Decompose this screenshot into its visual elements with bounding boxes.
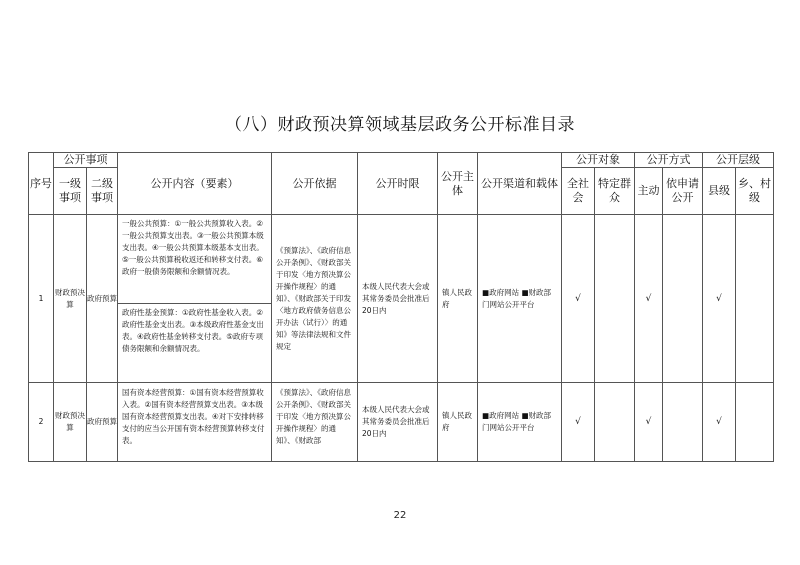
header-public-items: 公开事项	[54, 153, 118, 168]
header-level1: 一级事项	[54, 168, 87, 215]
header-channel: 公开渠道和载体	[478, 153, 562, 215]
row-time-limit: 本级人民代表大会或其常务委员会批准后20日内	[358, 383, 438, 462]
row-level2: 政府预算	[87, 383, 118, 462]
row-target-specific	[595, 383, 635, 462]
page-number: 22	[393, 510, 407, 521]
header-target: 公开对象	[562, 153, 635, 168]
row-channel: ■政府网站 ■财政部门网站公开平台	[478, 383, 562, 462]
row-subject: 镇人民政府	[438, 215, 478, 383]
row-seq: 1	[29, 215, 54, 383]
row-basis: 《预算法》、《政府信息公开条例》、《财政部关于印发〈地方预决算公开操作规程〉的通知》、《财政部	[272, 383, 358, 462]
document-title: （八）财政预决算领域基层政务公开标准目录	[225, 115, 575, 135]
header-time-limit: 公开时限	[358, 153, 438, 215]
header-seq: 序号	[29, 153, 54, 215]
header-method-apply: 依申请公开	[663, 168, 703, 215]
table-row	[29, 383, 774, 462]
header-subject: 公开主体	[438, 153, 478, 215]
table-row	[29, 215, 774, 383]
row-subject: 镇人民政府	[438, 383, 478, 462]
row-target-all: √	[562, 215, 595, 383]
row-level-county: √	[703, 215, 736, 383]
content-general-budget: 一般公共预算：①一般公共预算收入表。②一般公共预算支出表。③一般公共预算本级支出表。④一般公共预算本级基本支出表。⑤一般公共预算税收返还和转移支付表。⑥政府一般债务限额和余额情况表。	[118, 215, 271, 304]
row-seq: 2	[29, 383, 54, 462]
header-target-specific: 特定群众	[595, 168, 635, 215]
row-method-apply	[663, 383, 703, 462]
row-target-all: √	[562, 383, 595, 462]
header-level2: 二级事项	[87, 168, 118, 215]
header-target-all: 全社会	[562, 168, 595, 215]
row-level-township	[736, 215, 774, 383]
header-method: 公开方式	[635, 153, 703, 168]
row-time-limit: 本级人民代表大会或其常务委员会批准后20日内	[358, 215, 438, 383]
header-row-1	[29, 153, 774, 168]
standard-catalog-table	[28, 152, 774, 462]
header-content: 公开内容（要素）	[118, 153, 272, 215]
row-method-active: √	[635, 383, 663, 462]
row-content: 国有资本经营预算：①国有资本经营预算收入表。②国有资本经营预算支出表。③本级国有资本经营预算支出表。④对下安排转移支付的应当公开国有资本经营预算转移支付表。	[118, 383, 272, 462]
row-level-county: √	[703, 383, 736, 462]
content-fund-budget: 政府性基金预算：①政府性基金收入表。②政府性基金支出表。③本级政府性基金支出表。④政府性基金转移支付表。⑤政府专项债务限额和余额情况表。	[122, 308, 264, 353]
header-level-township: 乡、村级	[736, 168, 774, 215]
header-level: 公开层级	[703, 153, 774, 168]
header-basis: 公开依据	[272, 153, 358, 215]
row-method-apply	[663, 215, 703, 383]
row-level-township	[736, 383, 774, 462]
row-method-active: √	[635, 215, 663, 383]
row-level1: 财政预决算	[54, 215, 87, 383]
row-level1: 财政预决算	[54, 383, 87, 462]
header-method-active: 主动	[635, 168, 663, 215]
row-channel: ■政府网站 ■财政部门网站公开平台	[478, 215, 562, 383]
row-content	[118, 215, 272, 383]
header-level-county: 县级	[703, 168, 736, 215]
row-target-specific	[595, 215, 635, 383]
row-basis: 《预算法》、《政府信息公开条例》、《财政部关于印发〈地方预决算公开操作规程〉的通知》、《财政部关于印发〈地方政府债务信息公开办法（试行）〉的通知》等法律法规和文件规定	[272, 215, 358, 383]
row-level2: 政府预算	[87, 215, 118, 383]
